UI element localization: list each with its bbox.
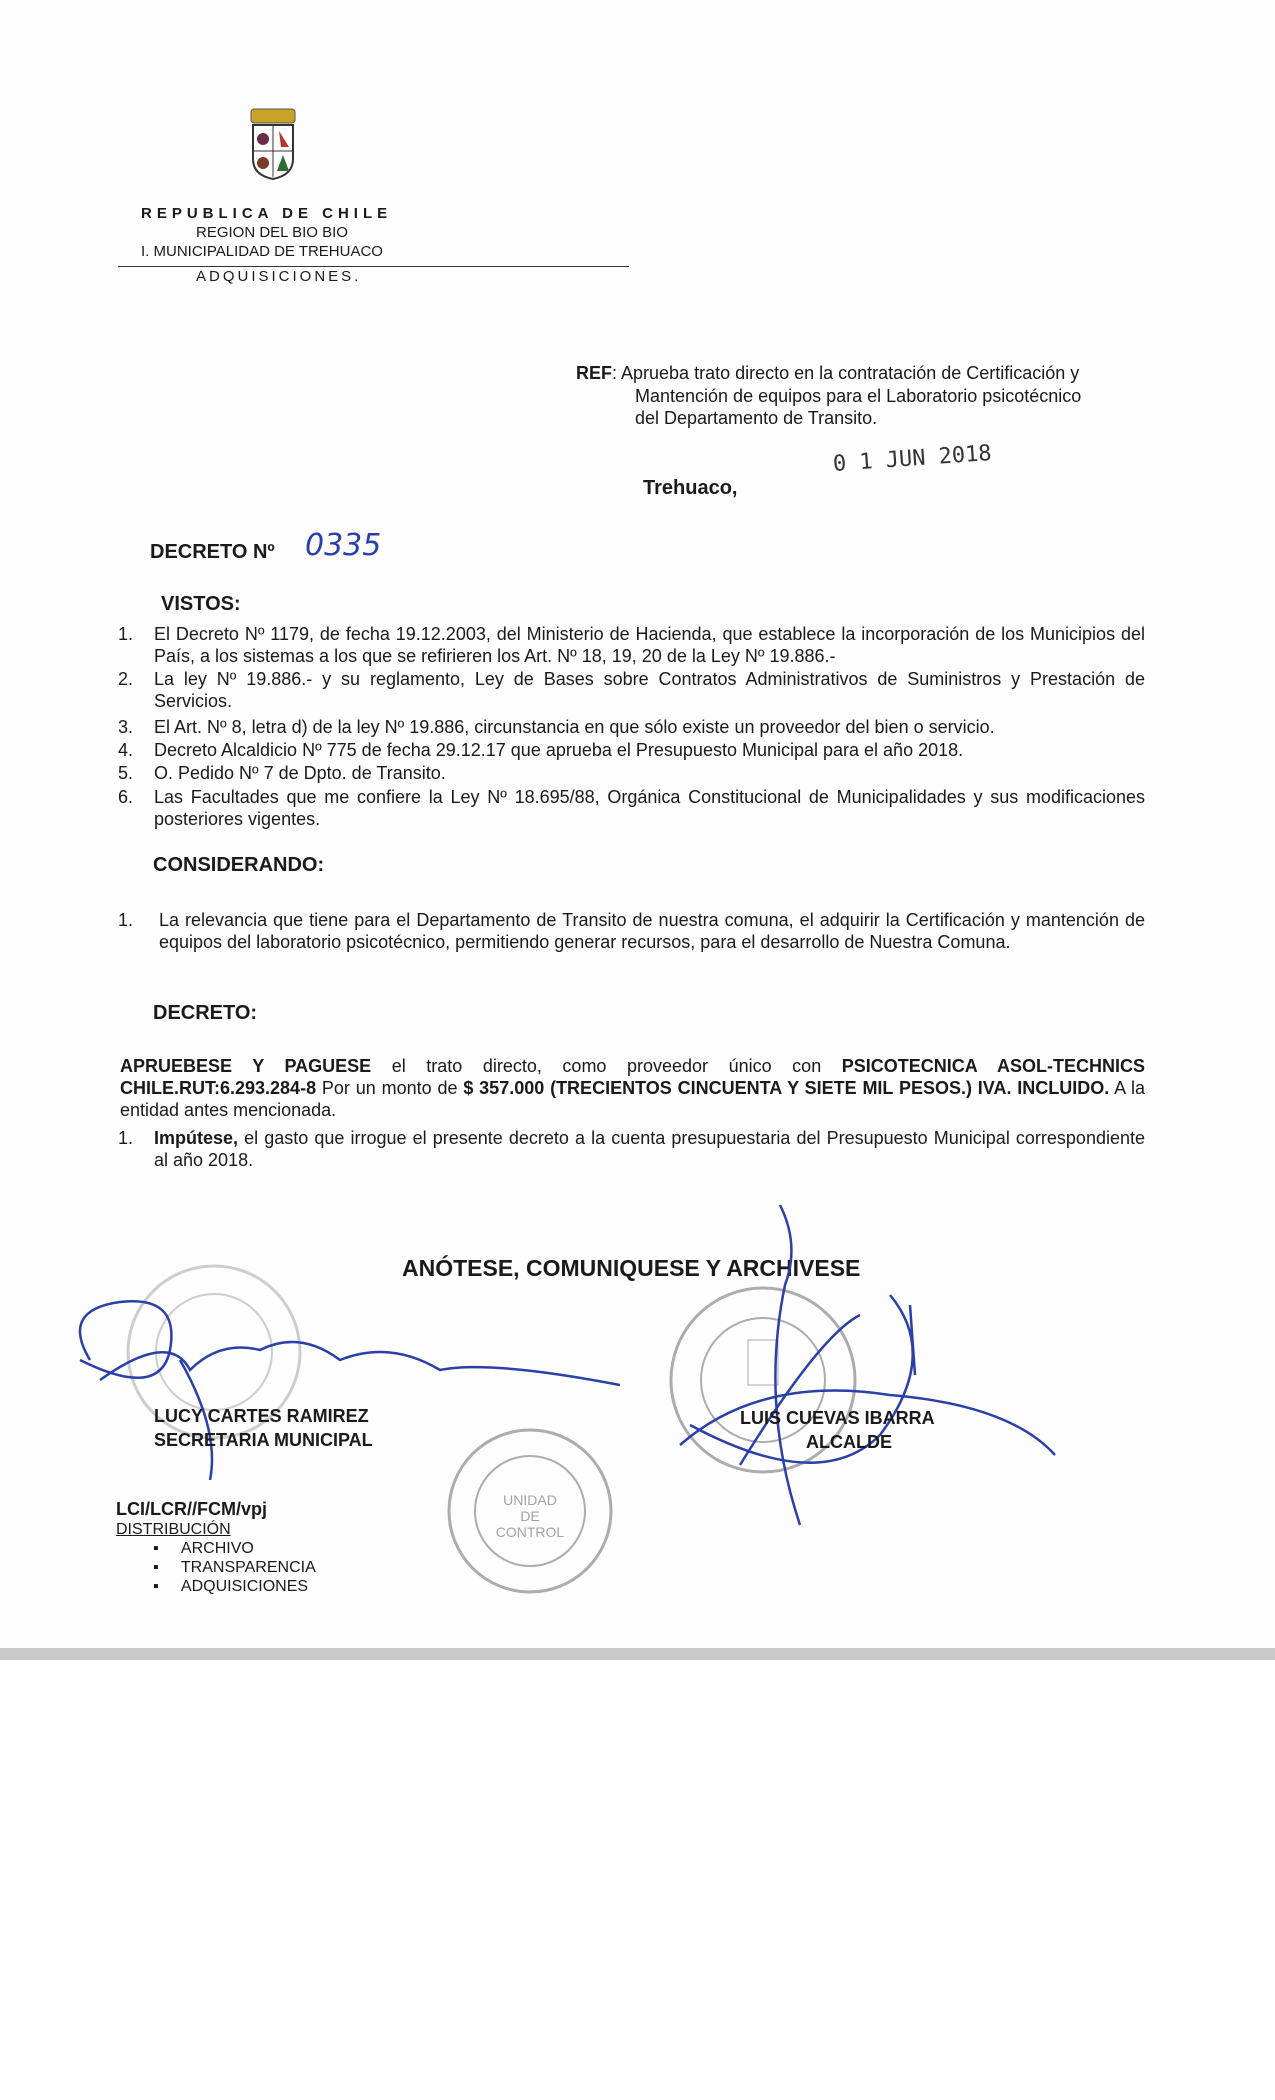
decree-label: DECRETO Nº	[150, 541, 275, 563]
list-item	[118, 668, 1145, 712]
header-department: ADQUISICIONES.	[196, 268, 362, 285]
item-number: 5.	[118, 763, 134, 783]
secretary-name: LUCY CARTES RAMIREZ	[154, 1406, 369, 1426]
approval-text: A la entidad antes mencionada.	[120, 1078, 1145, 1120]
item-text: El Decreto Nº 1179, de fecha 19.12.2003, del Ministerio de Hacienda, que establece la incorporación de los Municipios del País, a los sistemas a los que se refirieren los Art. Nº 18, 19, 20 de la Ley Nº 19.886.-	[154, 624, 1145, 666]
approval-text: Por un monto de	[316, 1078, 464, 1098]
amount: $ 357.000 (TRECIENTOS CINCUENTA Y SIETE MIL PESOS.) IVA. INCLUIDO.	[463, 1078, 1110, 1098]
ref-line: Mantención de equipos para el Laboratorio psicotécnico	[635, 386, 1082, 406]
closing-formula: ANÓTESE, COMUNIQUESE Y ARCHIVESE	[402, 1255, 861, 1281]
ref-line: Aprueba trato directo en la contratación de Certificación y	[621, 363, 1080, 383]
item-number: 1.	[118, 910, 134, 930]
ref-line: del Departamento de Transito.	[635, 408, 878, 428]
approval-paragraph	[120, 1055, 1145, 1121]
distribution-label: DISTRIBUCIÓN	[116, 1521, 231, 1538]
item-text: El Art. Nº 8, letra d) de la ley Nº 19.886, circunstancia en que sólo existe un proveedor del bien o servicio.	[154, 717, 995, 737]
list-item	[118, 909, 1145, 953]
list-item	[118, 786, 1145, 830]
item-number: 1.	[118, 1128, 134, 1148]
ref-label: REF	[576, 363, 612, 383]
list-item	[118, 762, 1145, 784]
list-item	[118, 739, 1145, 761]
distribution-item: ▪ TRANSPARENCIA	[153, 1559, 316, 1576]
secretary-signature	[60, 1290, 620, 1480]
item-text: O. Pedido Nº 7 de Dpto. de Transito.	[154, 763, 446, 783]
distribution-item: ▪ ARCHIVO	[153, 1540, 254, 1557]
place: Trehuaco,	[643, 477, 738, 499]
item-number: 2.	[118, 669, 134, 689]
considerando-title: CONSIDERANDO:	[153, 854, 325, 876]
secretary-title: SECRETARIA MUNICIPAL	[154, 1430, 373, 1450]
date-stamp: 0 1 JUN 2018	[832, 440, 993, 477]
item-text: La relevancia que tiene para el Departamento de Transito de nuestra comuna, el adquirir la Certificación y mantención de equipos del laboratorio psicotécnico, permitiendo generar recursos, para el desarrollo de Nuestra Comuna.	[159, 910, 1145, 952]
header-municipality: I. MUNICIPALIDAD DE TREHUACO	[141, 243, 383, 260]
list-item	[118, 716, 1145, 738]
mayor-title: ALCALDE	[806, 1432, 892, 1452]
distribution-item: ▪ ADQUISICIONES	[153, 1578, 309, 1595]
approval-text: el trato directo, como proveedor único con	[371, 1056, 842, 1076]
distribution-text: ADQUISICIONES	[180, 1578, 309, 1595]
item-text: La ley Nº 19.886.- y su reglamento, Ley de Bases sobre Contratos Administrativos de Suministros y Prestación de Servicios.	[154, 669, 1145, 711]
decree-number-handwritten: 0335	[305, 528, 382, 563]
item-number: 1.	[118, 624, 134, 644]
item-text: Decreto Alcaldicio Nº 775 de fecha 29.12.17 que aprueba el Presupuesto Municipal para el año 2018.	[154, 740, 964, 760]
item-number: 6.	[118, 787, 134, 807]
list-item	[118, 623, 1145, 667]
item-bold: Impútese,	[154, 1128, 239, 1148]
item-text: el gasto que irrogue el presente decreto a la cuenta presupuestaria del Presupuesto Municipal correspondiente al año 2018.	[154, 1128, 1145, 1170]
item-text: Las Facultades que me confiere la Ley Nº 18.695/88, Orgánica Constitucional de Municipalidades y sus modificaciones posteriores vigentes.	[154, 787, 1145, 829]
header-country: REPUBLICA DE CHILE	[141, 205, 393, 222]
mayor-name: LUIS CUEVAS IBARRA	[740, 1408, 935, 1428]
distribution-text: TRANSPARENCIA	[180, 1559, 316, 1576]
initials: LCI/LCR//FCM/vpj	[116, 1499, 267, 1519]
item-number: 4.	[118, 740, 134, 760]
svg-text:CONTROL: CONTROL	[495, 1524, 565, 1540]
item-number: 3.	[118, 717, 134, 737]
decreto-title: DECRETO:	[153, 1002, 258, 1024]
svg-text:UNIDAD: UNIDAD	[503, 1492, 557, 1508]
scan-edge	[0, 1648, 1275, 1660]
mayor-signature	[560, 1205, 1060, 1555]
approval-verb: APRUEBESE Y PAGUESE	[120, 1056, 372, 1076]
header-divider	[118, 266, 629, 267]
distribution-text: ARCHIVO	[180, 1540, 254, 1557]
header-region: REGION DEL BIO BIO	[196, 224, 348, 241]
list-item	[118, 1127, 1145, 1171]
svg-text:DE: DE	[520, 1508, 540, 1524]
municipal-crest-icon	[245, 107, 301, 181]
vistos-title: VISTOS:	[161, 593, 241, 615]
ref-block: REF: Aprueba trato directo en la contratación de Certificación y	[576, 363, 1080, 383]
provider-name: PSICOTECNICA ASOL-TECHNICS CHILE.RUT:6.293.284-8	[120, 1056, 1145, 1098]
